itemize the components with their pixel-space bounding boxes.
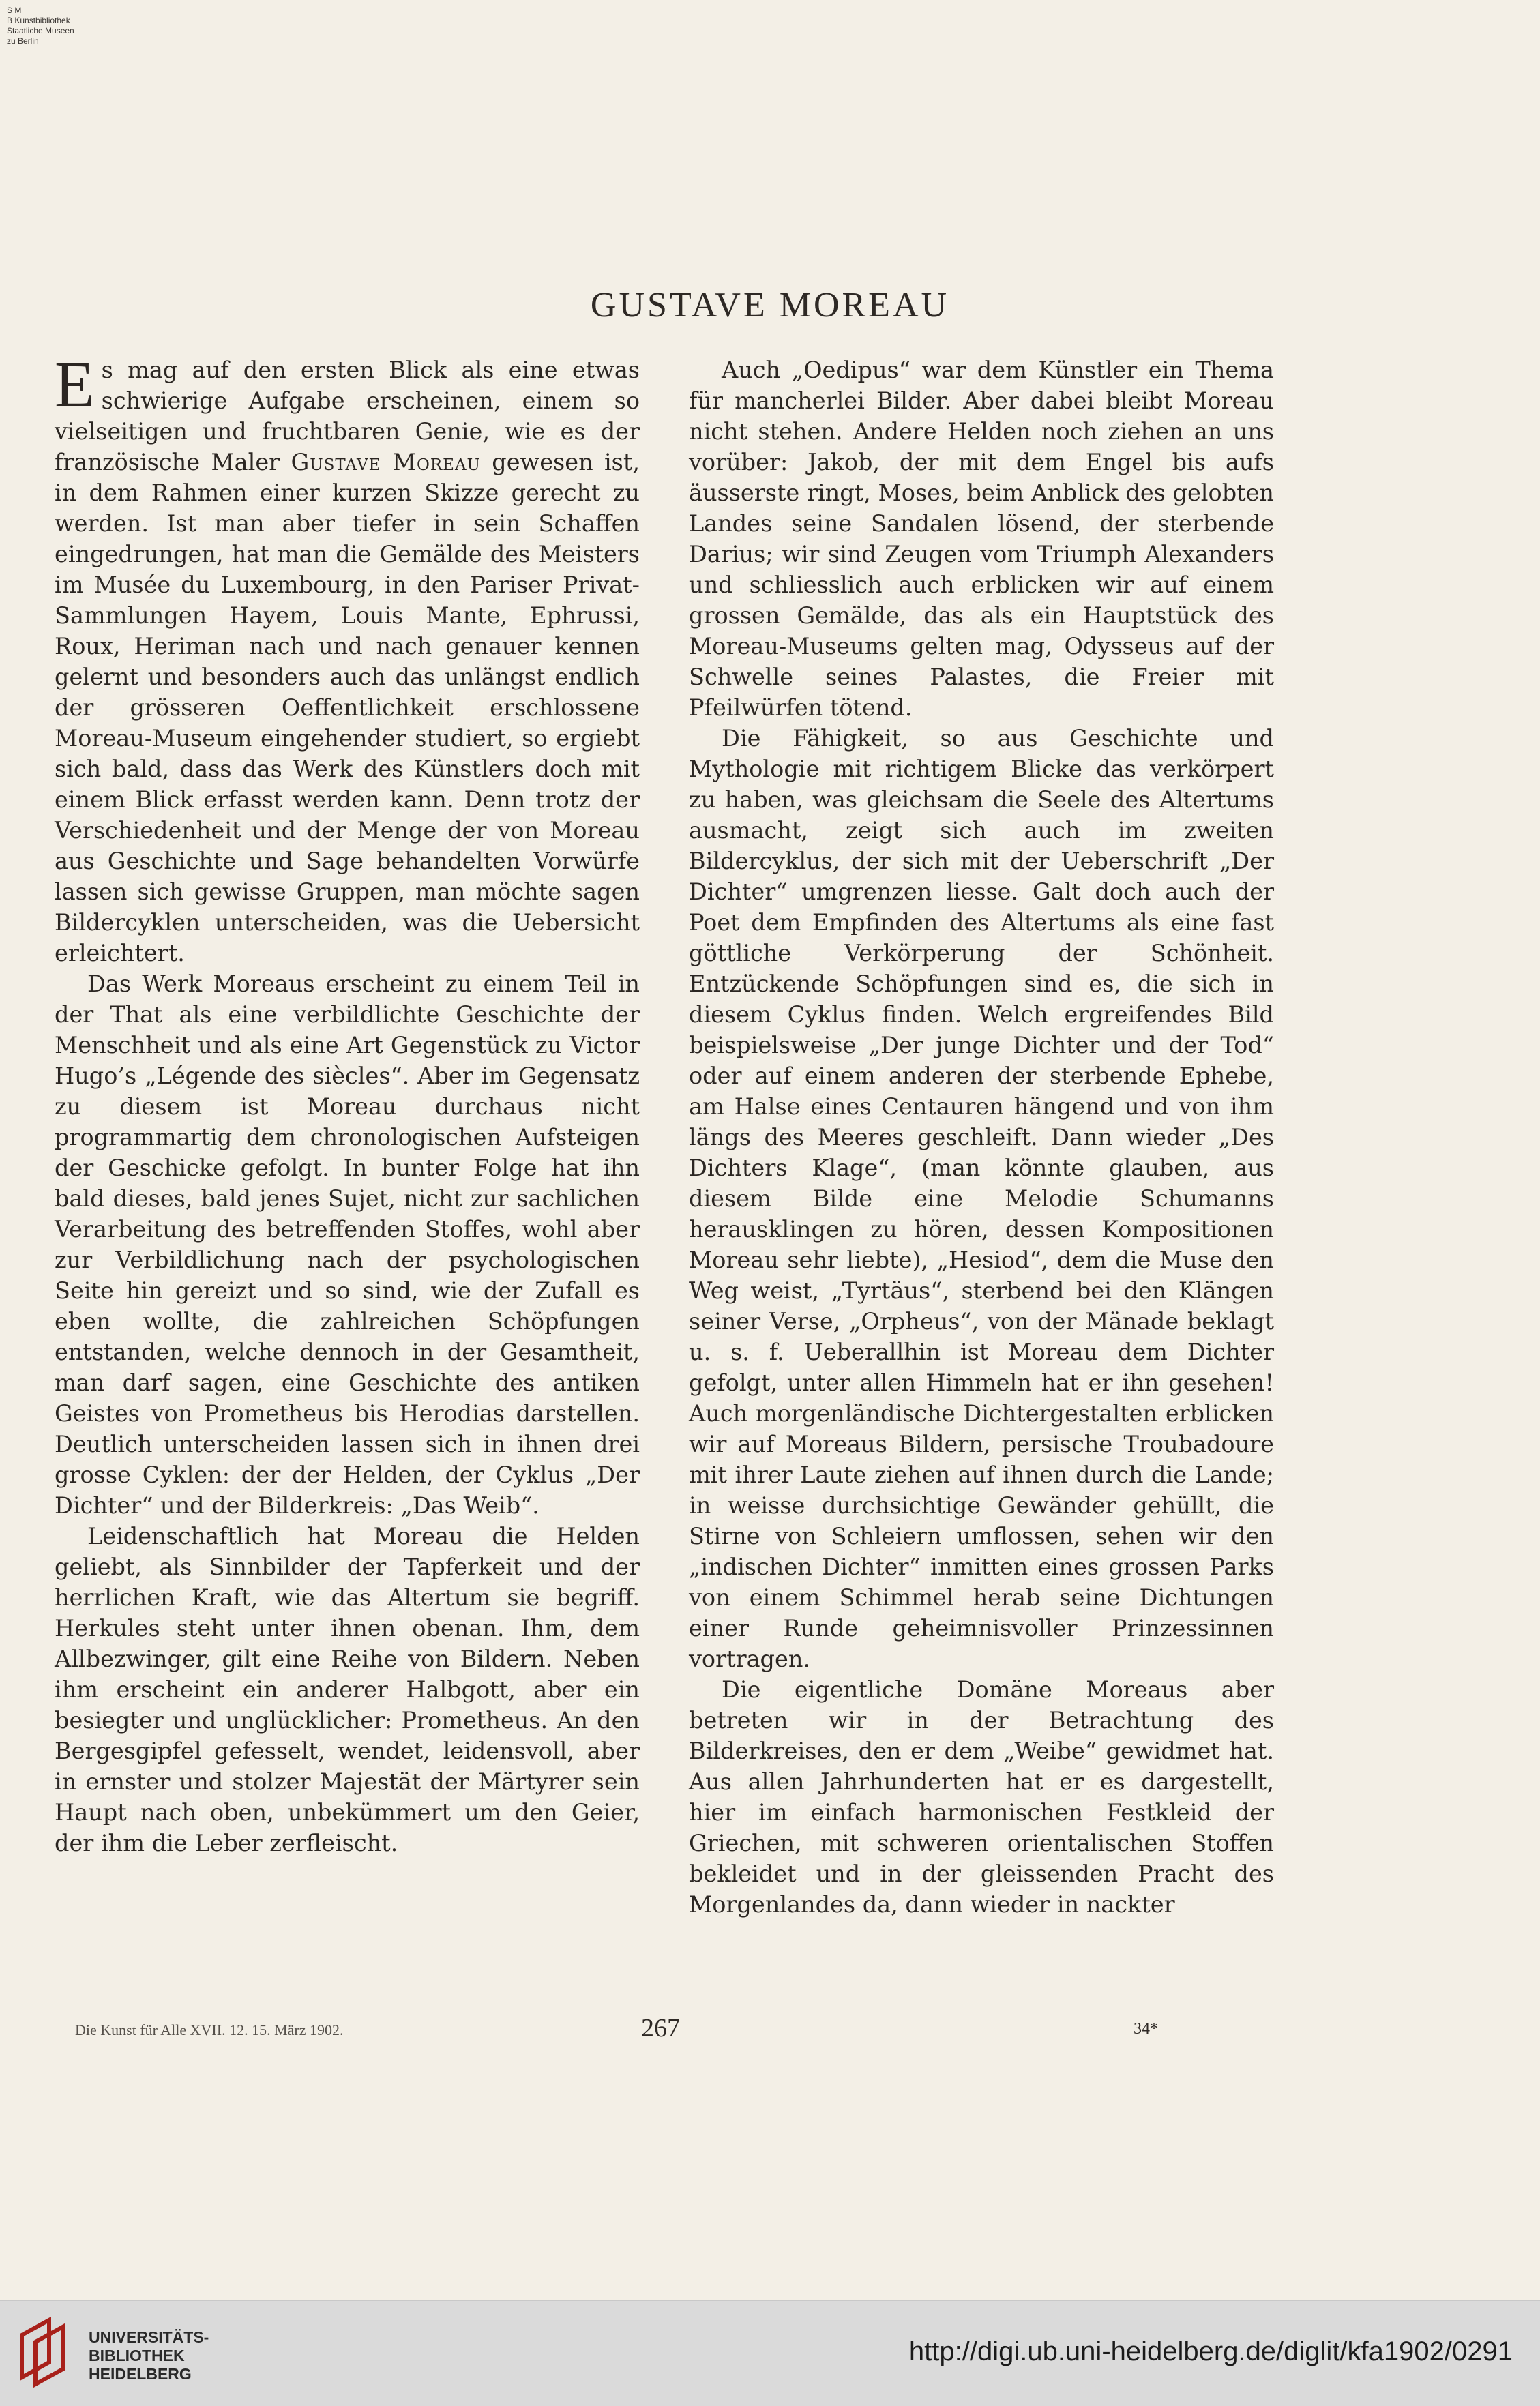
artist-name: Gustave Moreau <box>291 449 481 475</box>
library-name <box>89 2328 209 2383</box>
paragraph: Die eigentliche Domäne Moreaus aber betreten wir in der Betrachtung des Bilderkreises, den er dem „Weibe“ gewidmet hat. Aus allen Jahrhunderten hat er es dargestellt, hier im einfach harmonischen Festkleid der Griechen, mit schweren orientalischen Stoffen bekleidet und in der gleissenden Pracht des Morgenlandes da, dann wieder in nackter <box>689 1676 1274 1918</box>
library-bar <box>0 2300 1540 2406</box>
paragraph-text: s mag auf den ersten Blick als eine etwas schwierige Aufgabe erscheinen, einem so vielseitigen und fruchtbaren Genie, wie es der französische Maler <box>55 357 640 475</box>
right-column <box>689 355 1274 1920</box>
signature-mark: 34* <box>1134 2020 1158 2038</box>
journal-reference: Die Kunst für Alle XVII. 12. 15. März 1902. <box>75 2021 344 2038</box>
stamp-line: zu Berlin <box>7 36 39 46</box>
drop-cap: E <box>55 348 95 421</box>
library-name-line: UNIVERSITÄTS- <box>89 2328 209 2346</box>
paragraph: Leidenschaftlich hat Moreau die Helden geliebt, als Sinnbilder der Tapferkeit und der herrlichen Kraft, wie das Altertum sie begriff. Herkules steht unter ihnen obenan. Ihm, dem Allbezwinger, gilt eine Reihe von Bildern. Neben ihm erscheint ein anderer Halbgott, aber ein besiegter und unglücklicher: Prometheus. An den Bergesgipfel gefesselt, wendet, leidensvoll, aber in ernster und stolzer Majestät der Märtyrer sein Haupt nach oben, unbekümmert um den Geier, der ihm die Leber zerfleischt. <box>55 1523 640 1856</box>
paragraph-text: gewesen ist, in dem Rahmen einer kurzen Skizze gerecht zu werden. Ist man aber tiefer in sein Schaffen eingedrungen, hat man die Gemälde des Meisters im Musée du Luxembourg, in den Pariser Privat-Sammlungen Hayem, Louis Mante, Ephrussi, Roux, Heriman nach und nach genauer kennen gelernt und besonders auch das unlängst endlich der grösseren Oeffentlichkeit erschlossene Moreau-Museum eingehender studiert, so ergiebt sich bald, dass das Werk des Künstlers doch mit einem Blick erfasst werden kann. Denn trotz der Verschiedenheit und der Menge der von Moreau aus Geschichte und Sage behandelten Vorwürfe lassen sich gewisse Gruppen, man möchte sagen Bildercyklen unterscheiden, was die Uebersicht erleichtert. <box>55 449 640 966</box>
permalink-url[interactable]: http://digi.ub.uni-heidelberg.de/diglit/kfa1902/0291 <box>908 2336 1513 2366</box>
page-number: 267 <box>641 2014 680 2043</box>
paragraph: Die Fähigkeit, so aus Geschichte und Mythologie mit richtigem Blicke das verkörpert zu haben, was gleichsam die Seele des Altertums ausmacht, zeigt sich auch im zweiten Bildercyklus, der sich mit der Ueberschrift „Der Dichter“ umgrenzen liesse. Galt doch auch der Poet dem Empfinden des Altertums als eine fast göttliche Verkörperung der Schönheit. Entzückende Schöpfungen sind es, die sich in diesem Cyklus finden. Welch ergreifendes Bild beispielsweise „Der junge Dichter und der Tod“ oder auf einem anderen der sterbende Ephebe, am Halse eines Centauren hängend und von ihm längs des Meeres geschleift. Dann wieder „Des Dichters Klage“, (man könnte glauben, aus diesem Bilde eine Melodie Schumanns herausklingen zu hören, dessen Kompositionen Moreau sehr liebte), „Hesiod“, dem die Muse den Weg weist, „Tyrtäus“, sterbend bei den Klängen seiner Verse, „Orpheus“, von der Mänade beklagt u. s. f. Ueberallhin ist Moreau dem Dichter gefolgt, unter allen Himmeln hat er ihn gesehen! Auch morgenländische Dichtergestalten erblicken wir auf Moreaus Bildern, persische Troubadoure mit ihrer Laute ziehen auf ihnen durch die Lande; in weisse durchsichtige Gewänder gehüllt, die Stirne von Schleiern umflossen, sehen wir den „indischen Dichter“ inmitten eines grossen Parks von einem Schimmel herab seine Dichtungen einer Runde geheimnisvoller Prinzessinnen vortragen. <box>689 725 1274 1672</box>
library-name-line: HEIDELBERG <box>89 2365 192 2383</box>
page-footer <box>0 2013 1540 2054</box>
article-title: GUSTAVE MOREAU <box>590 286 950 325</box>
stamp-line: Staatliche Museen <box>7 26 74 35</box>
stamp-line: S M <box>7 5 22 15</box>
library-logo-icon <box>15 2315 76 2390</box>
library-name-line: BIBLIOTHEK <box>89 2347 185 2364</box>
stamp-line: B Kunstbibliothek <box>7 16 70 25</box>
library-stamp <box>7 5 143 46</box>
paragraph: Auch „Oedipus“ war dem Künstler ein Thema für mancherlei Bilder. Aber dabei bleibt Moreau nicht stehen. Andere Helden noch ziehen an uns vorüber: Jakob, der mit dem Engel bis aufs äusserste ringt, Moses, beim Anblick des gelobten Landes seine Sandalen lösend, der sterbende Darius; wir sind Zeugen vom Triumph Alexanders und schliesslich auch erblicken wir auf einem grossen Gemälde, das als ein Hauptstück des Moreau-Museums gelten mag, Odysseus auf der Schwelle seines Palastes, die Freier mit Pfeilwürfen tötend. <box>689 357 1274 721</box>
left-column <box>55 348 640 1858</box>
paragraph: Das Werk Moreaus erscheint zu einem Teil in der That als eine verbildlichte Geschichte der Menschheit und als eine Art Gegenstück zu Victor Hugo’s „Légende des siècles“. Aber im Gegensatz zu diesem ist Moreau durchaus nicht programmartig dem chronologischen Aufsteigen der Geschicke gefolgt. In bunter Folge hat ihn bald dieses, bald jenes Sujet, nicht zur sachlichen Verarbeitung des betreffenden Stoffes, wohl aber zur Verbildlichung nach der psychologischen Seite hin gereizt und so sind, wie der Zufall es eben wollte, die zahlreichen Schöpfungen entstanden, welche dennoch in der Gesamtheit, man darf sagen, eine Geschichte des antiken Geistes von Prometheus bis Herodias darstellen. Deutlich unterscheiden lassen sich in ihnen drei grosse Cyklen: der der Helden, der Cyklus „Der Dichter“ und der Bilderkreis: „Das Weib“. <box>55 970 640 1519</box>
paragraph <box>55 348 640 968</box>
